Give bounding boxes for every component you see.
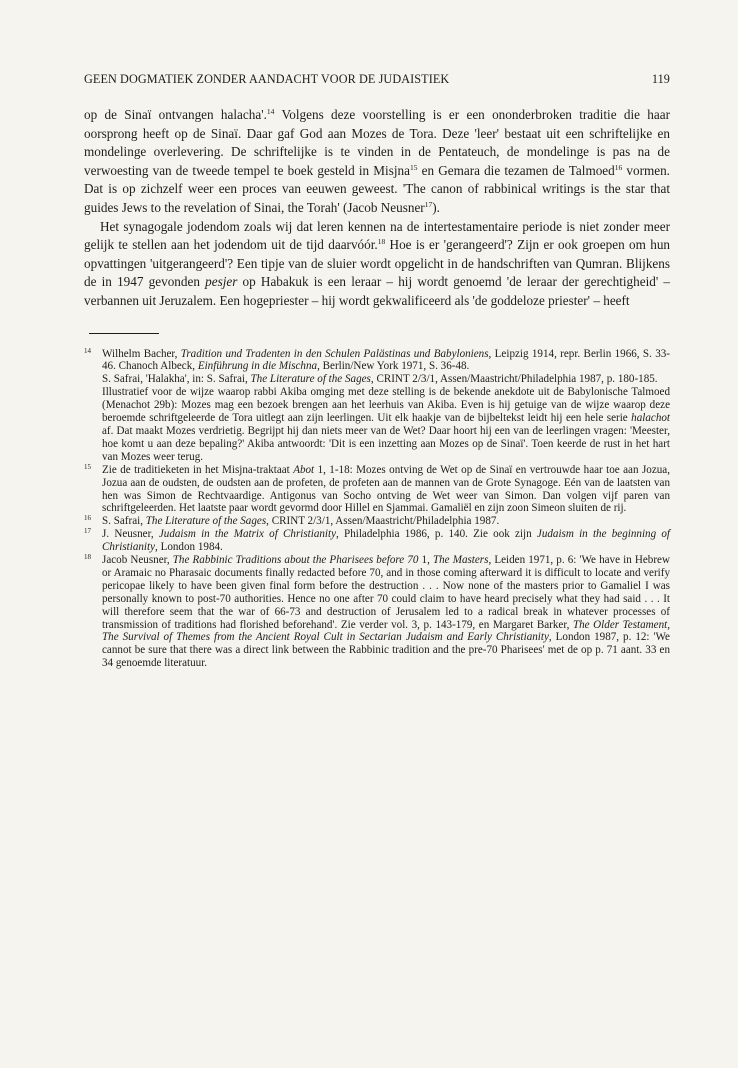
text-run: ). [432,199,440,215]
footnote-line [102,515,670,528]
text-run: , London 1987, p. 12: 'We cannot be sure that there was a direct link between the Rabbinic tradition and the pre-70 Pharisees' met de op p. 71 aant. 33 en 34 genoemde literatuur. [102,631,670,670]
italic-title: The Literature of the Sages [145,515,267,528]
text-run: , Leiden 1971, p. 6: 'We have in Hebrew or Aramaic no Pharasaic documents finally redacted before 70, and in those coming afterward it is difficult to locate and verify pericopae likely to have been given final form before the destruction . . . Now none of the masters prior to Gamaliel I was personally known to post-70 authorities. Hence no one after 70 could claim to have heard precisely what they had said . . . It will therefore seem that the war of 66-73 and destruction of Jerusalem led to a radical break in whatever processes of transmission of traditions had florished beforehand'. Zie verder vol. 3, p. 143-179, en Margaret Barker, [102,554,670,631]
paragraph-1 [84,106,670,218]
italic-title: Abot [293,463,315,476]
footnote-17 [84,528,670,554]
footnotes [84,348,670,671]
text-run: 1, 1-18: Mozes ontving de Wet op de Sinaï en vertrouwde haar toe aan Jozua, Jozua aan de oudsten, de oudsten aan de profeten, de profeten aan de mannen van de Grote Synagoge. Eén van de laatsten van hen was Simon de Rechtvaardige. Antigonus van Socho ontving de Wet weer van Simon. Dan volgen vijf paren van schriftgeleerden. Het laatste paar wordt gevormd door Hillel en Sjammai. Gamaliël en zijn zoon Simeon sluiten de rij. [102,463,670,515]
footnote-number-text: 15 [84,462,91,471]
text-run: Zie de traditieketen in het Misjna-traktaat [102,463,294,476]
text-run: Hoe is er 'gerangeerd'? Zijn er ook groepen om hun opvattingen 'uitgerangeerd'? Een tipje van de sluier wordt opgelicht in de handschriften van Qumran. Blijkens de in 1947 gevonden [84,237,671,290]
footnote-number-text: 18 [84,553,91,562]
footnote-ref-18[interactable]: 18 [377,237,386,247]
running-header [84,72,670,94]
text-run: Volgens deze voorstelling is er een ononderbroken traditie die haar oorsprong heeft op de Sinaï. Daar gaf God aan Mozes de Tora. Deze 'leer' bestaat uit een schriftelijke en mondelinge overlevering. De schriftelijke is te vinden in de Pentateuch, de mondelinge is pas na de verwoesting van de tweede tempel te boek gesteld in Misjna [84,107,670,178]
footnote-16 [84,515,670,528]
text-run: S. Safrai, 'Halakha', in: S. Safrai, [102,373,251,386]
footnote-separator [89,333,159,334]
footnote-ref-15[interactable]: 15 [409,162,418,172]
text-run: , Berlin/New York 1971, S. 36-48. [317,360,470,373]
italic-title: Judaism in the beginning of Christianity [102,528,670,554]
text-run: , Leipzig 1914, repr. Berlin 1966, S. 33-46. Chanoch Albeck, [102,347,670,373]
text-run: en Gemara die tezamen de Talmoed [417,162,615,178]
text-run: af. Dat maakt Mozes verdrietig. Begrijpt hij dan niets meer van de Wet? Daar hoort hij een van de leerlingen vragen: 'Meester, hoe komt u aan deze bepaling?' Akiba antwoordt: 'Dit is een inzetting aan Mozes op de Sinaï'. Toen keerde de rust in het hart van Mozes weer terug. [102,424,670,463]
italic-title: Tradition und Tradenten in den Schulen Palästinas und Babyloniens [180,347,489,360]
text-run: , CRINT 2/3/1, Assen/Maastricht/Philadelphia 1987. [266,515,500,528]
footnote-line [102,386,670,463]
book-page [84,72,670,670]
text-run: Jacob Neusner, [102,554,173,567]
italic-title: Judaism in the Matrix of Christianity [158,528,337,541]
footnote-number [84,528,91,541]
italic-term: halachot [631,412,670,425]
text-run: Illustratief voor de wijze waarop rabbi Akiba omging met deze stelling is de bekende anekdote uit de Babylonische Talmoed (Menachot 29b): Mozes mag een bezoek brengen aan het leerhuis van Akiba. Even is hij getuige van de wijze waarop deze beroemde schriftgeleerde de Tora uitlegt aan zijn leerlingen. Uit elk haakje van de bijbeltekst leidt hij een hele serie [102,386,670,425]
text-run: 1, [418,554,433,567]
footnote-18 [84,554,670,670]
italic-title: The Older Testament, The Survival of Themes from the Ancient Royal Cult in Sectarian Judaism and Early Christianity [102,618,670,644]
page-number: 119 [651,72,670,86]
footnote-line [102,373,670,386]
italic-title: The Literature of the Sages [250,373,371,386]
footnote-line [102,464,670,516]
footnote-line [102,348,670,374]
italic-term: pesjer [205,274,238,290]
footnote-line [102,528,670,554]
text-run: op de Sinaï ontvangen halacha'. [84,107,267,122]
footnote-ref-16[interactable]: 16 [614,162,623,172]
text-run: , London 1984. [155,541,223,554]
footnote-number-text: 14 [84,346,91,355]
italic-title: Einführung in die Mischna [197,360,318,373]
text-run: vormen. Dat is op zichzelf weer een proces van eeuwen geweest. 'The canon of rabbinical writings is the star that guides Jews to the revelation of Sinai, the Torah' (Jacob Neusner [84,162,670,215]
text-run: op Habakuk is een leraar – hij wordt genoemd 'de leraar der gerechtigheid' – verbannen uit Jeruzalem. Een hogepriester – hij wordt gekwalificeerd als 'de goddeloze priester' – heeft [84,274,670,308]
text-run: , Philadelphia 1986, p. 140. Zie ook zijn [336,528,537,541]
text-run: , CRINT 2/3/1, Assen/Maastricht/Philadelphia 1987, p. 180-185. [370,373,658,386]
footnote-line [102,554,670,670]
footnote-number-text: 17 [84,527,91,536]
italic-title: The Masters [432,554,489,567]
text-run: J. Neusner, [102,528,159,541]
running-title: GEEN DOGMATIEK ZONDER AANDACHT VOOR DE JUDAISTIEK [84,72,450,86]
footnote-number [84,554,91,567]
footnote-14 [84,348,670,464]
italic-title: The Rabbinic Traditions about the Pharisees before 70 [172,554,419,567]
footnote-ref-17[interactable]: 17 [424,199,433,209]
footnote-number [84,464,91,477]
footnote-15 [84,464,670,516]
footnote-number-text: 16 [84,514,91,523]
footnote-number [84,348,91,361]
text-run: S. Safrai, [102,515,146,528]
text-run: Wilhelm Bacher, [102,347,181,360]
footnote-ref-14[interactable]: 14 [266,107,275,116]
text-run: Het synagogale jodendom zoals wij dat leren kennen na de intertestamentaire periode is niet zonder meer gelijk te stellen aan het jodendom uit de tijd daarvóór. [84,218,670,253]
paragraph-2 [84,218,670,311]
main-text [84,106,670,311]
